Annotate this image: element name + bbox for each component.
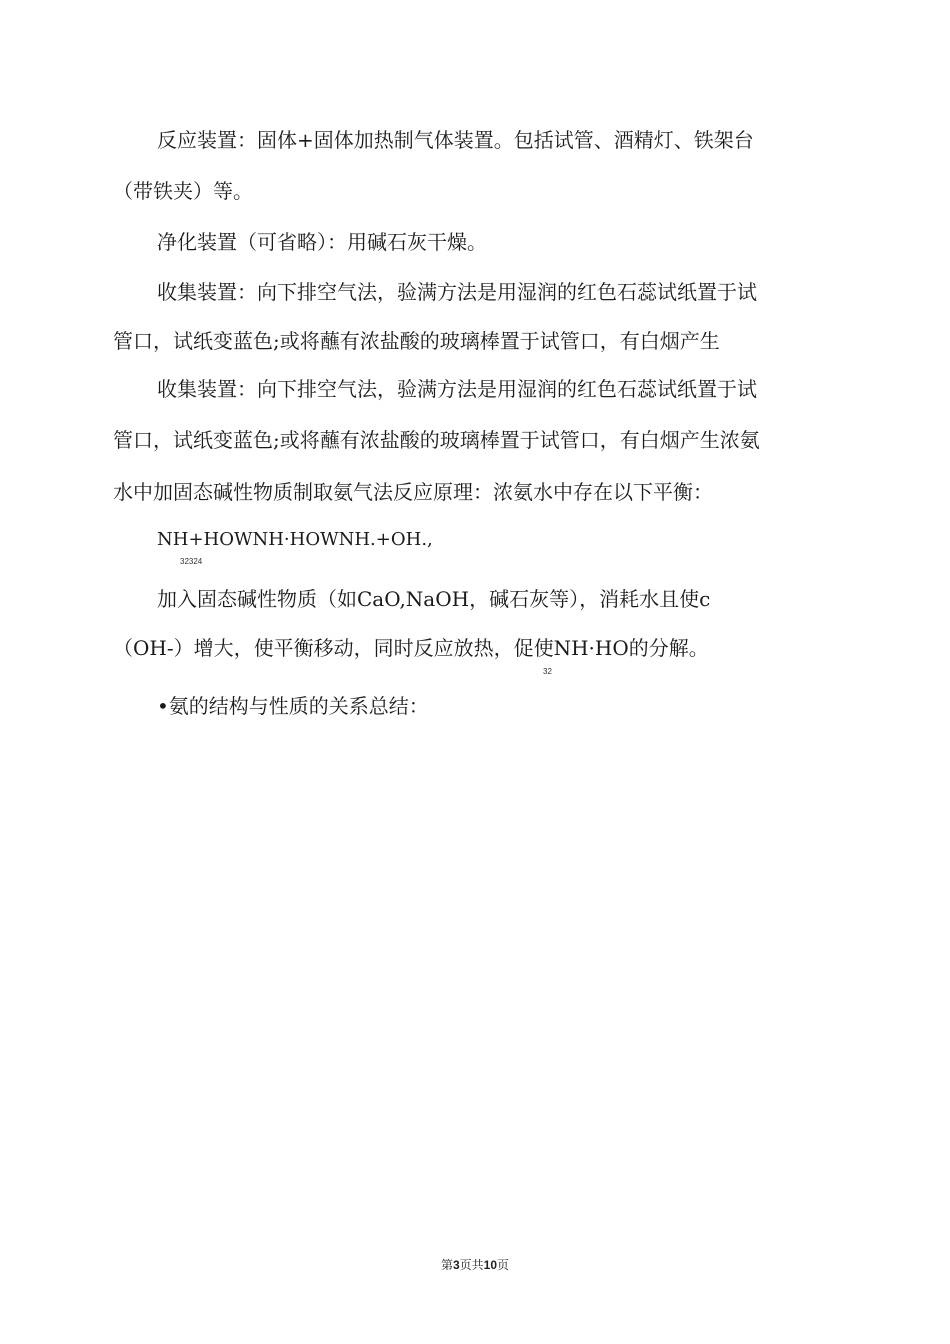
page-footer	[0, 1256, 950, 1273]
paragraph-line: （带铁夹）等。	[113, 179, 253, 203]
footer-suffix: 页	[497, 1258, 510, 1272]
current-page-number: 3	[452, 1258, 460, 1272]
paragraph-line: 管口，试纸变蓝色;或将蘸有浓盐酸的玻璃棒置于试管口，有白烟产生	[113, 329, 720, 353]
paragraph-line: （OH-）增大，使平衡移动，同时反应放热，促使NH·HO的分解。	[113, 636, 709, 660]
paragraph-line: 反应装置：固体+固体加热制气体装置。包括试管、酒精灯、铁架台	[157, 128, 754, 152]
paragraph-line: 净化装置（可省略）：用碱石灰干燥。	[157, 230, 487, 254]
paragraph-line: 管口，试纸变蓝色;或将蘸有浓盐酸的玻璃棒置于试管口，有白烟产生浓氨	[113, 428, 760, 452]
paragraph-line: 水中加固态碱性物质制取氨气法反应原理：浓氨水中存在以下平衡：	[113, 480, 713, 504]
chemical-equation: NH+HOWNH·HOWNH.+OH.,	[157, 529, 433, 550]
footer-middle: 页共	[459, 1258, 484, 1272]
bullet-heading: •氨的结构与性质的关系总结：	[157, 694, 429, 718]
total-pages-number: 10	[483, 1258, 498, 1272]
formula-subscripts: 32	[543, 667, 552, 676]
equation-subscripts: 32324	[180, 557, 203, 566]
paragraph-line: 收集装置：向下排空气法，验满方法是用湿润的红色石蕊试纸置于试	[157, 377, 757, 401]
footer-prefix: 第	[440, 1258, 453, 1272]
paragraph-line: 加入固态碱性物质（如CaO,NaOH，碱石灰等），消耗水且使c	[157, 587, 711, 611]
paragraph-line: 收集装置：向下排空气法，验满方法是用湿润的红色石蕊试纸置于试	[157, 280, 757, 304]
